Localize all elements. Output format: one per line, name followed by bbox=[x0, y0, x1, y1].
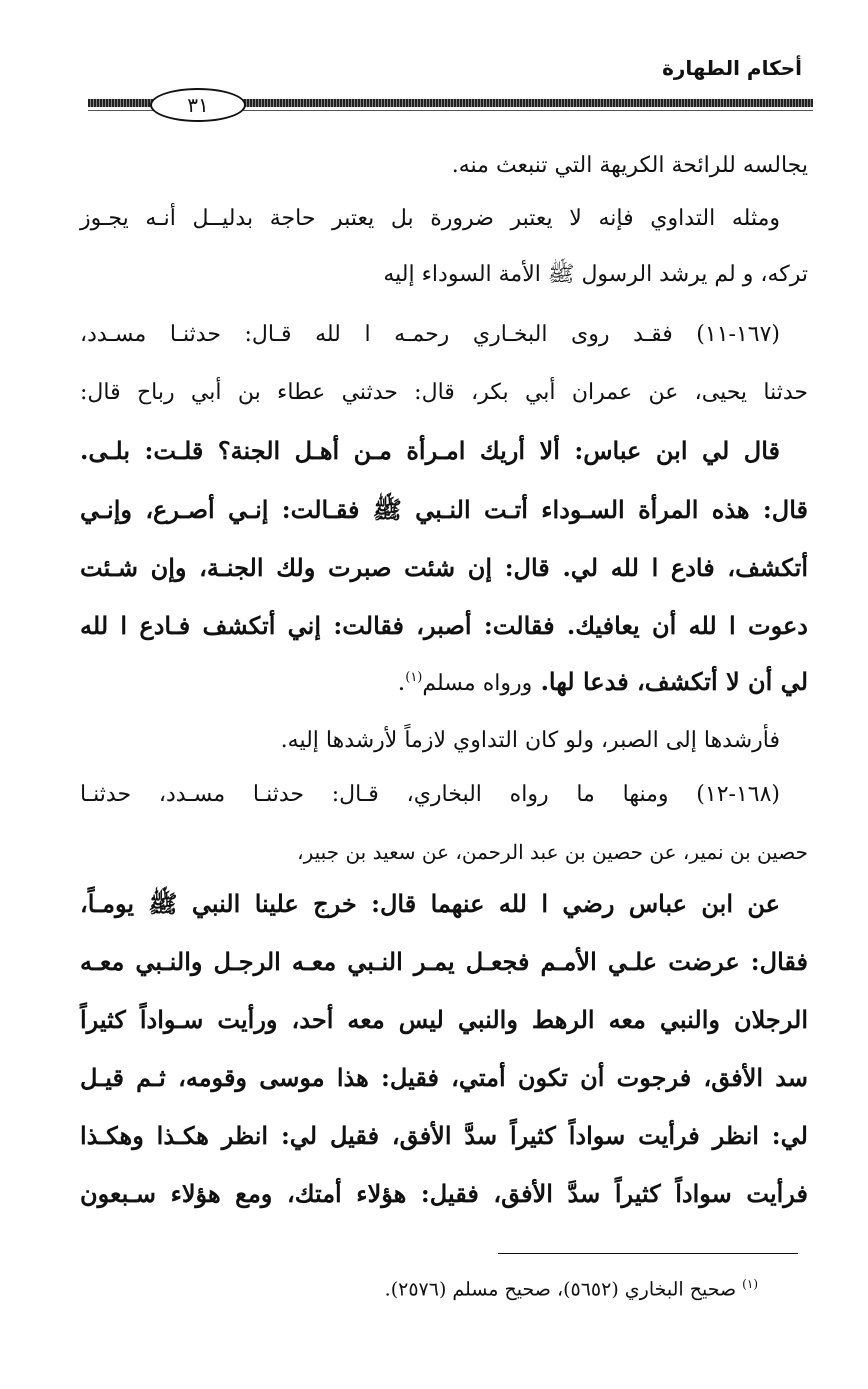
hadith-text-line-last bbox=[398, 668, 808, 697]
hadith-text-line: أتكشف، فادع ا لله لي. قال: إن شئت صبرت ولك الجنـة، وإن شـئت bbox=[80, 553, 808, 582]
body-line: حدثنا يحيى، عن عمران أبي بكر، قال: حدثني عطاء بن أبي رباح قال: bbox=[80, 380, 808, 405]
hadith-text-line: عن ابن عباس رضي ا لله عنهما قال: خرج علينا النبي ﷺ يومـاً، bbox=[80, 889, 780, 918]
body-line: يجالسه للرائحة الكريهة التي تنبعث منه. bbox=[451, 153, 808, 178]
line-period: . bbox=[397, 668, 406, 696]
hadith-number-line: (١٦٨-١٢) ومنها ما رواه البخاري، قـال: حدثنـا مسـدد، حدثنـا bbox=[80, 782, 780, 807]
hadith-text-line: قال: هذه المرأة السـوداء أتـت النـبي ﷺ فقـالت: إنـي أصـرع، وإنـي bbox=[80, 495, 808, 524]
footnote-marker: (١) bbox=[742, 1277, 758, 1291]
muslim-attribution: ورواه مسلم bbox=[422, 671, 533, 696]
hadith-ending: لي أن لا أتكشف، فدعا لها. bbox=[540, 667, 808, 696]
hadith-text-line: فقال: عرضت علـي الأمـم فجعـل يمـر النـبي معـه الرجـل والنـبي معـه bbox=[80, 947, 808, 976]
hadith-text-line: لي: انظر فرأيت سواداً كثيراً سدَّ الأفق، فقيل لي: انظر هكـذا وهكـذا bbox=[80, 1121, 808, 1150]
body-line: تركه، و لم يرشد الرسول ﷺ الأمة السوداء إليه bbox=[383, 262, 808, 287]
footnote bbox=[385, 1277, 758, 1300]
hadith-number-line: (١٦٧-١١) فقـد روى البخـاري رحمـه ا لله قـال: حدثنـا مسـدد، bbox=[80, 322, 780, 347]
hadith-text-line: فرأيت سواداً كثيراً سدَّ الأفق، فقيل: هؤلاء أمتك، ومع هؤلاء سـبعون bbox=[80, 1179, 808, 1208]
footnote-ref: (١) bbox=[405, 670, 423, 685]
body-line: فأرشدها إلى الصبر، ولو كان التداوي لازماً لأرشدها إليه. bbox=[280, 728, 780, 753]
hadith-text-line: الرجلان والنبي معه الرهط والنبي ليس معه أحد، ورأيت سـواداً كثيراً bbox=[80, 1005, 808, 1034]
isnad-line: حصين بن نمير، عن حصين بن عبد الرحمن، عن سعيد بن جبير، bbox=[297, 840, 808, 864]
footnote-text: صحيح البخاري (٥٦٥٢)، صحيح مسلم (٢٥٧٦). bbox=[384, 1278, 737, 1301]
hadith-text-line: سد الأفق، فرجوت أن تكون أمتي، فقيل: هذا موسى وقومه، ثـم قيـل bbox=[80, 1063, 808, 1092]
running-header-title: أحكام الطهارة bbox=[662, 56, 802, 80]
body-line: ومثله التداوي فإنه لا يعتبر ضرورة بل يعتبر حاجة بدليــل أنـه يجـوز bbox=[80, 206, 780, 231]
hadith-text-line: دعوت ا لله أن يعافيك. فقالت: أصبر، فقالت: إني أتكشف فـادع ا لله bbox=[80, 611, 808, 640]
page-number: ٣١ bbox=[150, 88, 246, 122]
hadith-text-line: قال لي ابن عباس: ألا أريك امـرأة مـن أهـل الجنة؟ قلـت: بلـى. bbox=[80, 436, 780, 465]
footnote-separator bbox=[498, 1253, 798, 1254]
